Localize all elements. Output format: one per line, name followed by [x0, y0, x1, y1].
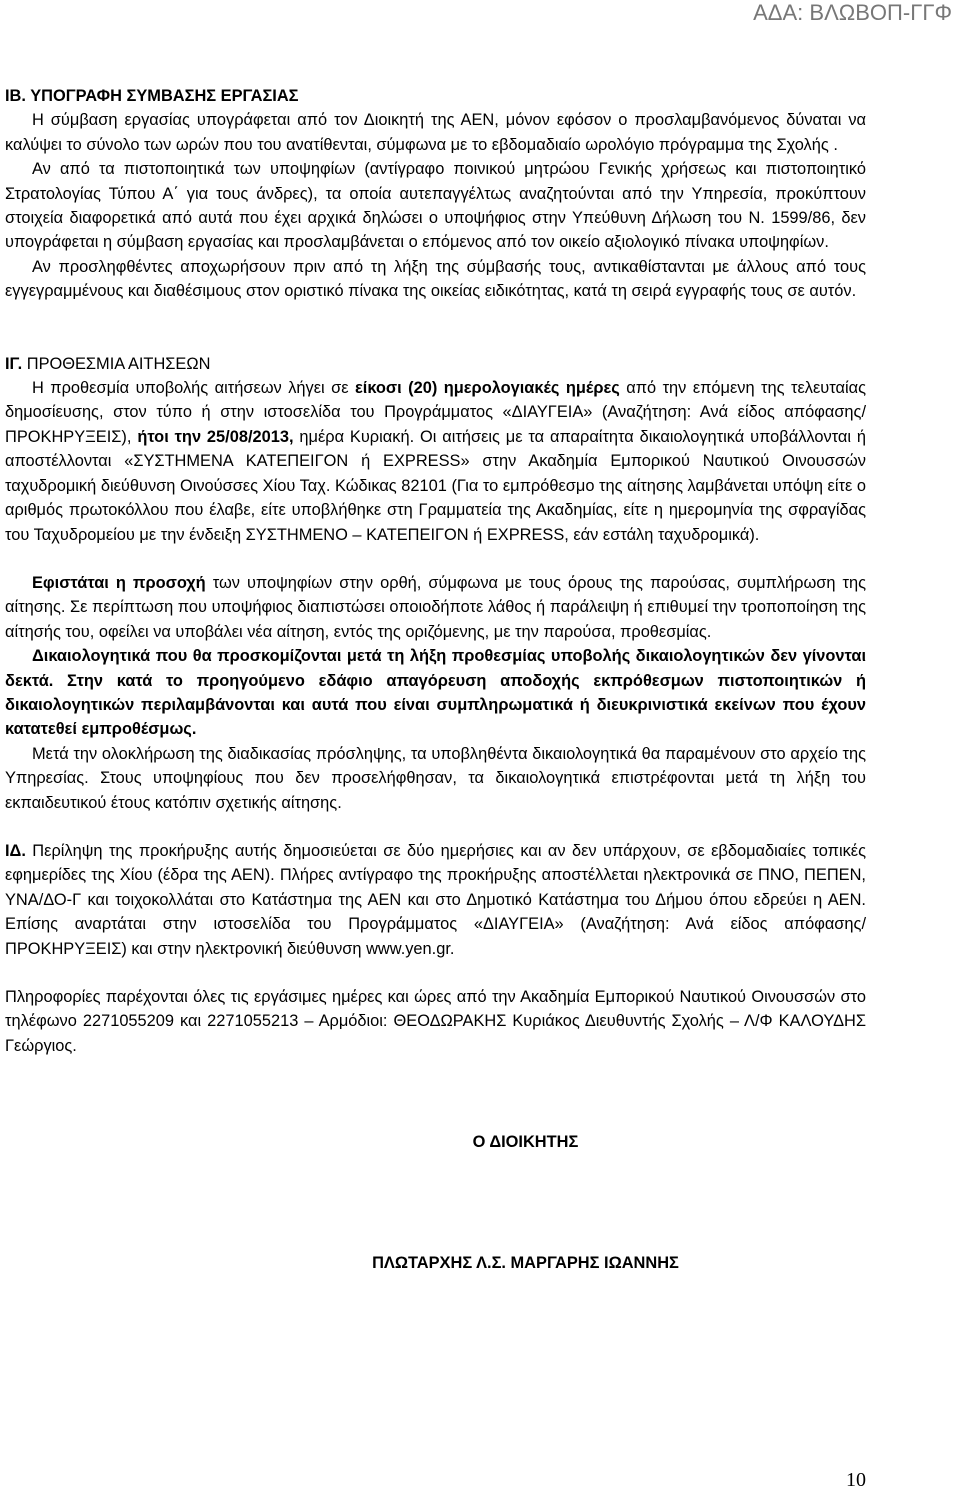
- late-documents-notice: Δικαιολογητικά που θα προσκομίζονται μετά τη λήξη προθεσμίας υποβολής δικαιολογητικών δεν γίνονται δεκτά.: [5, 647, 866, 690]
- section-ig-paragraph-1: [5, 376, 866, 547]
- section-ib-paragraph-3: Αν προσληφθέντες αποχωρήσουν πριν από τη λήξη της σύμβασής τους, αντικαθίστανται με άλλους από τους εγγεγραμμένους και διαθέσιμους στον οριστικό πίνακα της οικείας ειδικότητας, κατά τη σειρά εγγραφής τους σε αυτόν.: [5, 257, 866, 301]
- page-number: 10: [846, 1469, 866, 1491]
- section-ig-paragraph-2: [5, 571, 866, 644]
- text-run: ημέρα Κυριακή. Οι αιτήσεις με τα απαραίτητα δικαιολογητικά υποβάλλονται ή αποστέλλονται «ΣΥΣΤΗΜΕΝΑ ΚΑΤΕΠΕΙΓΟΝ ή EXPRESS» στην Ακαδημία Εμπορικού Ναυτικού Οινουσσών ταχυδρομική διεύθυνση Οινούσσες Χίου Ταχ. Κώδικας 82101 (Για το εμπρόθεσμο της αίτησης λαμβάνεται υπόψη είτε ο αριθμός πρωτοκόλλου που έλαβε, είτε υποβλήθηκε στη Γραμματεία της Ακαδημίας, είτε η ημερομηνία της σφραγίδας του Ταχυδρομείου με την ένδειξη ΣΥΣΤΗΜΕΝΟ – ΚΑΤΕΠΕΙΓΟΝ ή EXPRESS, εάν εστάλη ταχυδρομικά).: [5, 427, 866, 544]
- section-id-number: ΙΔ.: [5, 841, 26, 860]
- text-run: Η προθεσμία υποβολής αιτήσεων λήγει σε: [32, 379, 355, 398]
- contact-info: Πληροφορίες παρέχονται όλες τις εργάσιμες ημέρες και ώρες από την Ακαδημία Εμπορικού Ναυτικού Οινουσσών στο τηλέφωνο 2271055209 και 2271055213 – Αρμόδιοι: ΘΕΟΔΩΡΑΚΗΣ Κυριάκος Διευθυντής Σχολής – Λ/Φ ΚΑΛΟΥΔΗΣ Γεώργιος.: [5, 988, 866, 1055]
- section-ig-number: ΙΓ.: [5, 354, 23, 373]
- section-id-text: Περίληψη της προκήρυξης αυτής δημοσιεύεται σε δύο ημερήσιες και αν δεν υπάρχουν, σε εβδομαδιαίες τοπικές εφημερίδες της Χίου (έδρα της ΑΕΝ). Πλήρες αντίγραφο της προκήρυξης αποστέλλεται ηλεκτρονικά σε ΠΝΟ, ΠΕΠΕΝ, ΥΝΑ/ΔΟ-Γ και τοιχοκολλάται στο Κατάστημα της ΑΕΝ και στο Δημοτικό Κατάστημα του Δήμου όπου εδρεύει η ΑΕΝ. Επίσης αναρτάται στην ιστοσελίδα του Προγράμματος «ΔΙΑΥΓΕΙΑ» (Αναζήτηση: Ανά είδος απόφασης/ ΠΡΟΚΗΡΥΞΕΙΣ) και στην ηλεκτρονική διεύθυνση www.yen.gr.: [5, 841, 866, 958]
- section-id-paragraph: [5, 839, 866, 961]
- section-ib-paragraph-1: Η σύμβαση εργασίας υπογράφεται από τον Διοικητή της ΑΕΝ, μόνον εφόσον ο προσλαμβανόμενος δύναται να καλύψει το σύνολο των ωρών που του ανατίθενται, σύμφωνα με το εβδομαδιαίο ωρολόγιο πρόγραμμα της Σχολής .: [5, 111, 866, 154]
- ada-code: ΑΔΑ: ΒΛΩΒΟΠ-ΓΓΦ: [753, 0, 952, 25]
- deadline-days: είκοσι (20) ημερολογιακές ημέρες: [354, 379, 620, 398]
- signature-title: Ο ΔΙΟΙΚΗΤΗΣ: [472, 1133, 579, 1152]
- section-ig-heading: [5, 352, 866, 376]
- section-ib-heading: ΙΒ. ΥΠΟΓΡΑΦΗ ΣΥΜΒΑΣΗΣ ΕΡΓΑΣΙΑΣ: [5, 87, 299, 105]
- late-documents-detail: Στην κατά το προηγούμενο εδάφιο απαγόρευση αποδοχής εκπρόθεσμων πιστοποιητικών ή δικαιολογητικών περιλαμβάνονται και αυτά που είναι συμπληρωματικά ή διευκρινιστικά εκείνων που έχουν κατατεθεί εμπροθέσμως.: [5, 671, 866, 739]
- text-run: από την επόμενη της τελευταίας δημοσίευσης, στον τύπο ή στην ιστοσελίδα του Προγράμματος «ΔΙΑΥΓΕΙΑ» (Αναζήτηση: Ανά είδος απόφασης/ΠΡΟΚΗΡΥΞΕΙΣ),: [5, 379, 866, 446]
- document-body: [5, 84, 866, 1275]
- section-ig-paragraph-4: Μετά την ολοκλήρωση της διαδικασίας πρόσληψης, τα υποβληθέντα δικαιολογητικά θα παραμένουν στο αρχείο της Υπηρεσίας. Στους υποψηφίους που δεν προσελήφθησαν, τα δικαιολογητικά επιστρέφονται μετά τη λήξη του εκπαιδευτικού έτους κατόπιν σχετικής αίτησης.: [5, 744, 866, 812]
- section-ig-title: ΠΡΟΘΕΣΜΙΑ ΑΙΤΗΣΕΩΝ: [22, 354, 211, 373]
- signature-name: ΠΛΩΤΑΡΧΗΣ Λ.Σ. ΜΑΡΓΑΡΗΣ ΙΩΑΝΝΗΣ: [372, 1253, 679, 1272]
- text-run: των υποψηφίων στην ορθή, σύμφωνα με τους όρους της παρούσας, συμπλήρωση της αίτησης. Σε περίπτωση που υποψήφιος διαπιστώσει οποιοδήποτε λάθος ή παράλειψη ή επιθυμεί την τροποποίηση της αίτησής του, οφείλει να υποβάλει νέα αίτηση, εντός της οριζόμενης, με την παρούσα, προθεσμίας.: [5, 573, 866, 641]
- attention-notice: Εφιστάται η προσοχή: [32, 573, 206, 592]
- deadline-date: ήτοι την 25/08/2013,: [137, 427, 294, 446]
- section-ib-paragraph-2: Αν από τα πιστοποιητικά των υποψηφίων (αντίγραφο ποινικού μητρώου Γενικής χρήσεως και πιστοποιητικό Στρατολογίας Τύπου Α΄ για τους άνδρες), τα οποία αυτεπαγγέλτως αναζητούνται από την Υπηρεσία, προκύπτουν στοιχεία διαφορετικά από αυτά που έχει αρχικά δηλώσει ο υποψήφιος στην Υπεύθυνη Δήλωση του Ν. 1599/86, δεν υπογράφεται η σύμβαση εργασίας και προσλαμβάνεται ο επόμενος από τον οικείο αξιολογικό πίνακα υποψηφίων.: [5, 160, 866, 252]
- section-ig-paragraph-3: [5, 644, 866, 742]
